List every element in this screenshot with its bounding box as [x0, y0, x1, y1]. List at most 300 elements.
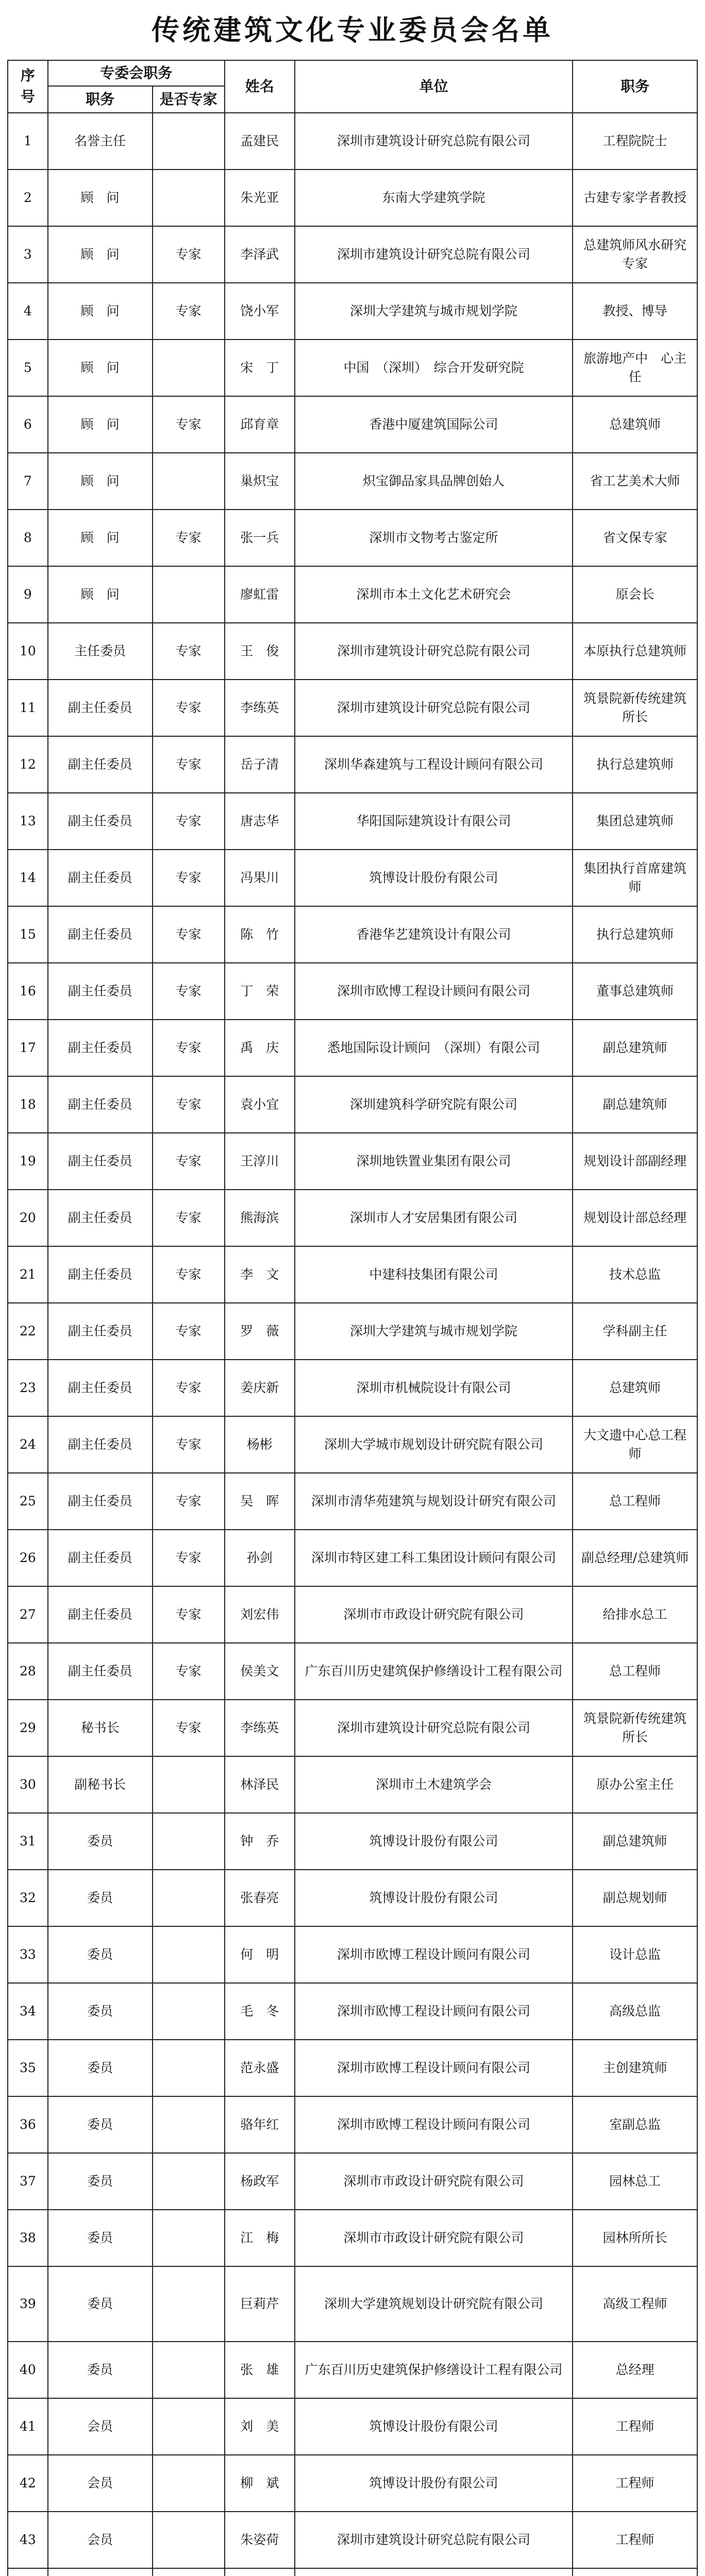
- table-row: [8, 1700, 697, 1756]
- committee-position: 委员: [48, 2040, 153, 2096]
- member-unit: 中国 （深圳） 综合开发研究院: [295, 340, 573, 396]
- member-title: 总建筑师: [573, 396, 697, 453]
- committee-position: 秘书长: [48, 1700, 153, 1756]
- table-row: [8, 623, 697, 680]
- member-unit: 深圳市欧博工程设计顾问有限公司: [295, 2040, 573, 2096]
- expert-flag: 专家: [153, 850, 225, 906]
- table-row: [8, 2040, 697, 2096]
- member-title: 董事总建筑师: [573, 963, 697, 1020]
- member-unit: 深圳市建筑设计研究总院有限公司: [295, 680, 573, 736]
- member-unit: 深圳市机械院设计有限公司: [295, 1360, 573, 1416]
- col-header-expert: 是否专家: [153, 86, 225, 113]
- committee-position: 副主任委员: [48, 1643, 153, 1700]
- member-unit: 筑博设计股份有限公司: [295, 2398, 573, 2455]
- col-header-index: 序号: [8, 60, 48, 113]
- member-unit: 筑博设计股份有限公司: [295, 1813, 573, 1870]
- member-title: 室副总监: [573, 2096, 697, 2153]
- table-row: [8, 1133, 697, 1190]
- member-title: 本原执行总建筑师: [573, 623, 697, 680]
- member-unit: 筑博设计股份有限公司: [295, 1870, 573, 1926]
- row-index: 12: [8, 736, 48, 793]
- expert-flag: 专家: [153, 283, 225, 340]
- expert-flag: 专家: [153, 736, 225, 793]
- committee-position: 顾 问: [48, 510, 153, 566]
- expert-flag: [153, 2568, 225, 2576]
- expert-flag: 专家: [153, 1020, 225, 1076]
- member-title: 筑景院新传统建筑所长: [573, 1700, 697, 1756]
- committee-position: 副主任委员: [48, 680, 153, 736]
- member-name: 姜庆新: [225, 1360, 295, 1416]
- member-title: 副总建筑师: [573, 1813, 697, 1870]
- row-index: 30: [8, 1756, 48, 1813]
- row-index: 9: [8, 566, 48, 623]
- expert-flag: [153, 2153, 225, 2210]
- row-index: 25: [8, 1473, 48, 1530]
- member-unit: 深圳大学建筑与城市规划学院: [295, 283, 573, 340]
- committee-position: 名誉主任: [48, 113, 153, 170]
- member-name: 朱姿荷: [225, 2512, 295, 2568]
- member-name: 王 俊: [225, 623, 295, 680]
- member-unit: 深圳市市政设计研究院有限公司: [295, 1586, 573, 1643]
- committee-position: 副主任委员: [48, 963, 153, 1020]
- member-name: 宋 丁: [225, 340, 295, 396]
- member-name: 侯美文: [225, 1643, 295, 1700]
- member-title: 规划设计部副经理: [573, 1133, 697, 1190]
- committee-position: 会员: [48, 2455, 153, 2512]
- expert-flag: [153, 1756, 225, 1813]
- member-unit: 深圳市建筑设计研究总院有限公司: [295, 1700, 573, 1756]
- expert-flag: 专家: [153, 793, 225, 850]
- member-name: 岳子清: [225, 736, 295, 793]
- member-name: 钟 乔: [225, 1813, 295, 1870]
- expert-flag: [153, 1926, 225, 1983]
- committee-position: 副主任委员: [48, 1360, 153, 1416]
- member-title: 总经理: [573, 2342, 697, 2398]
- table-row: [8, 340, 697, 396]
- expert-flag: 专家: [153, 623, 225, 680]
- expert-flag: [153, 2266, 225, 2342]
- table-row: [8, 1530, 697, 1586]
- expert-flag: [153, 1870, 225, 1926]
- committee-position: 委员: [48, 2342, 153, 2398]
- member-title: 技术总监: [573, 1246, 697, 1303]
- member-unit: 深圳市建筑设计研究总院有限公司: [295, 226, 573, 283]
- expert-flag: [153, 2455, 225, 2512]
- member-name: 朱光亚: [225, 170, 295, 226]
- expert-flag: [153, 2398, 225, 2455]
- header-row: [8, 60, 697, 86]
- table-row: [8, 1076, 697, 1133]
- expert-flag: [153, 1983, 225, 2040]
- expert-flag: [153, 1813, 225, 1870]
- committee-position: 副主任委员: [48, 1530, 153, 1586]
- row-index: 17: [8, 1020, 48, 1076]
- committee-position: 副主任委员: [48, 1416, 153, 1473]
- row-index: 16: [8, 963, 48, 1020]
- table-row: [8, 963, 697, 1020]
- expert-flag: [153, 2512, 225, 2568]
- committee-position: 副主任委员: [48, 736, 153, 793]
- row-index: 20: [8, 1190, 48, 1246]
- page-title: 传统建筑文化专业委员会名单: [152, 13, 553, 46]
- table-row: [8, 453, 697, 510]
- table-row: [8, 1643, 697, 1700]
- member-title: 工程师: [573, 2512, 697, 2568]
- member-unit: 东南大学建筑学院: [295, 170, 573, 226]
- member-title: 原办公室主任: [573, 1756, 697, 1813]
- member-unit: 深圳市市政设计研究院有限公司: [295, 2153, 573, 2210]
- table-row: [8, 1586, 697, 1643]
- row-index: 13: [8, 793, 48, 850]
- table-row: [8, 1870, 697, 1926]
- member-title: 总工程师: [573, 1643, 697, 1700]
- committee-position: 委员: [48, 2266, 153, 2342]
- table-row: [8, 680, 697, 736]
- row-index: 22: [8, 1303, 48, 1360]
- row-index: 18: [8, 1076, 48, 1133]
- member-name: 毛 冬: [225, 1983, 295, 2040]
- table-row: [8, 2153, 697, 2210]
- row-index: 28: [8, 1643, 48, 1700]
- row-index: 37: [8, 2153, 48, 2210]
- table-row: [8, 793, 697, 850]
- member-name: 柳 斌: [225, 2455, 295, 2512]
- committee-position: 副主任委员: [48, 1020, 153, 1076]
- member-unit: 深圳市欧博工程设计顾问有限公司: [295, 1926, 573, 1983]
- table-row: [8, 2266, 697, 2342]
- row-index: 43: [8, 2512, 48, 2568]
- member-unit: 深圳市人才安居集团有限公司: [295, 1190, 573, 1246]
- committee-position: 委员: [48, 1926, 153, 1983]
- member-name: 熊海滨: [225, 1190, 295, 1246]
- committee-position: 委员: [48, 2210, 153, 2266]
- member-title: 园林总工: [573, 2153, 697, 2210]
- row-index: 41: [8, 2398, 48, 2455]
- member-name: [225, 2568, 295, 2576]
- member-unit: 香港中厦建筑国际公司: [295, 396, 573, 453]
- row-index: 2: [8, 170, 48, 226]
- committee-position: 顾 问: [48, 340, 153, 396]
- expert-flag: [153, 170, 225, 226]
- member-name: 林泽民: [225, 1756, 295, 1813]
- col-header-unit: 单位: [295, 60, 573, 113]
- committee-position: 副主任委员: [48, 1303, 153, 1360]
- committee-position: 副主任委员: [48, 1133, 153, 1190]
- member-title: 古建专家学者教授: [573, 170, 697, 226]
- committee-position: 委员: [48, 2153, 153, 2210]
- expert-flag: 专家: [153, 1133, 225, 1190]
- expert-flag: [153, 340, 225, 396]
- member-name: 饶小军: [225, 283, 295, 340]
- expert-flag: 专家: [153, 1586, 225, 1643]
- committee-position: 顾 问: [48, 226, 153, 283]
- member-title: 总建筑师: [573, 1360, 697, 1416]
- table-row: [8, 1473, 697, 1530]
- committee-position: 副主任委员: [48, 1190, 153, 1246]
- expert-flag: 专家: [153, 680, 225, 736]
- member-unit: 深圳市建筑设计研究总院有限公司: [295, 113, 573, 170]
- member-title: 执行总建筑师: [573, 736, 697, 793]
- row-index: 27: [8, 1586, 48, 1643]
- row-index: 21: [8, 1246, 48, 1303]
- expert-flag: 专家: [153, 1190, 225, 1246]
- expert-flag: 专家: [153, 963, 225, 1020]
- col-header-position: 职务: [48, 86, 153, 113]
- row-index: 32: [8, 1870, 48, 1926]
- member-title: 副总经理/总建筑师: [573, 1530, 697, 1586]
- member-name: 巢炽宝: [225, 453, 295, 510]
- member-name: 巨莉芹: [225, 2266, 295, 2342]
- table-row: [8, 396, 697, 453]
- committee-position: 副主任委员: [48, 1076, 153, 1133]
- table-row: [8, 170, 697, 226]
- row-index: 26: [8, 1530, 48, 1586]
- table-row: [8, 1926, 697, 1983]
- member-name: 禹 庆: [225, 1020, 295, 1076]
- row-index: 42: [8, 2455, 48, 2512]
- row-index: 24: [8, 1416, 48, 1473]
- table-row: [8, 2210, 697, 2266]
- member-unit: 深圳市清华苑建筑与规划设计研究有限公司: [295, 1473, 573, 1530]
- member-name: 袁小宜: [225, 1076, 295, 1133]
- row-index: 38: [8, 2210, 48, 2266]
- table-row: [8, 1416, 697, 1473]
- table-row: [8, 2096, 697, 2153]
- row-index: 31: [8, 1813, 48, 1870]
- member-unit: 香港华艺建筑设计有限公司: [295, 906, 573, 963]
- member-name: 张春亮: [225, 1870, 295, 1926]
- expert-flag: 专家: [153, 1303, 225, 1360]
- row-index: [8, 2568, 48, 2576]
- member-unit: 深圳大学建筑规划设计研究院有限公司: [295, 2266, 573, 2342]
- member-name: 冯果川: [225, 850, 295, 906]
- member-title: 学科副主任: [573, 1303, 697, 1360]
- member-title: 工程院院士: [573, 113, 697, 170]
- member-name: 骆年红: [225, 2096, 295, 2153]
- member-title: 主创建筑师: [573, 2040, 697, 2096]
- table-row: [8, 2512, 697, 2568]
- expert-flag: [153, 566, 225, 623]
- table-row: [8, 2568, 697, 2576]
- table-row: [8, 1020, 697, 1076]
- member-name: 刘宏伟: [225, 1586, 295, 1643]
- member-name: 江 梅: [225, 2210, 295, 2266]
- row-index: 11: [8, 680, 48, 736]
- committee-position: 委员: [48, 2096, 153, 2153]
- member-title: 省工艺美术大师: [573, 453, 697, 510]
- member-title: 筑景院新传统建筑所长: [573, 680, 697, 736]
- member-unit: 深圳市本土文化艺术研究会: [295, 566, 573, 623]
- expert-flag: 专家: [153, 396, 225, 453]
- table-row: [8, 736, 697, 793]
- member-title: 副总建筑师: [573, 1020, 697, 1076]
- expert-flag: [153, 2210, 225, 2266]
- committee-position: 会员: [48, 2398, 153, 2455]
- committee-position: 副主任委员: [48, 906, 153, 963]
- table-row: [8, 1190, 697, 1246]
- committee-position: 副主任委员: [48, 1473, 153, 1530]
- member-name: 孟建民: [225, 113, 295, 170]
- table-row: [8, 1756, 697, 1813]
- member-title: 副总规划师: [573, 1870, 697, 1926]
- member-title: 高级总监: [573, 1983, 697, 2040]
- member-name: 唐志华: [225, 793, 295, 850]
- expert-flag: [153, 2342, 225, 2398]
- committee-position: 副秘书长: [48, 1756, 153, 1813]
- expert-flag: 专家: [153, 1530, 225, 1586]
- row-index: 19: [8, 1133, 48, 1190]
- committee-position: 主任委员: [48, 623, 153, 680]
- member-rows: [8, 113, 697, 2576]
- member-unit: 筑博设计股份有限公司: [295, 850, 573, 906]
- member-unit: 深圳市文物考古鉴定所: [295, 510, 573, 566]
- member-title: [573, 2568, 697, 2576]
- expert-flag: 专家: [153, 1416, 225, 1473]
- member-unit: 筑博设计股份有限公司: [295, 2455, 573, 2512]
- member-name: 邱育章: [225, 396, 295, 453]
- member-title: 规划设计部总经理: [573, 1190, 697, 1246]
- expert-flag: 专家: [153, 1473, 225, 1530]
- row-index: 10: [8, 623, 48, 680]
- member-unit: 深圳市欧博工程设计顾问有限公司: [295, 2096, 573, 2153]
- member-unit: 深圳市土木建筑学会: [295, 1756, 573, 1813]
- member-title: 旅游地产中 心主任: [573, 340, 697, 396]
- table-row: [8, 566, 697, 623]
- member-name: 张一兵: [225, 510, 295, 566]
- member-name: 孙剑: [225, 1530, 295, 1586]
- table-row: [8, 906, 697, 963]
- committee-position: 委员: [48, 1983, 153, 2040]
- col-header-name: 姓名: [225, 60, 295, 113]
- member-unit: [295, 2568, 573, 2576]
- col-header-title: 职务: [573, 60, 697, 113]
- member-title: 原会长: [573, 566, 697, 623]
- member-name: 刘 美: [225, 2398, 295, 2455]
- member-unit: 深圳地铁置业集团有限公司: [295, 1133, 573, 1190]
- member-name: 李练英: [225, 1700, 295, 1756]
- member-unit: 深圳市欧博工程设计顾问有限公司: [295, 963, 573, 1020]
- member-name: 何 明: [225, 1926, 295, 1983]
- committee-position: 顾 问: [48, 566, 153, 623]
- row-index: 34: [8, 1983, 48, 2040]
- member-title: 设计总监: [573, 1926, 697, 1983]
- table-row: [8, 510, 697, 566]
- member-table: [7, 60, 698, 2576]
- row-index: 33: [8, 1926, 48, 1983]
- expert-flag: [153, 453, 225, 510]
- table-row: [8, 850, 697, 906]
- row-index: 6: [8, 396, 48, 453]
- member-title: 执行总建筑师: [573, 906, 697, 963]
- row-index: 4: [8, 283, 48, 340]
- committee-position: 顾 问: [48, 283, 153, 340]
- member-name: 丁 荣: [225, 963, 295, 1020]
- member-unit: 深圳建筑科学研究院有限公司: [295, 1076, 573, 1133]
- member-name: 杨政军: [225, 2153, 295, 2210]
- expert-flag: 专家: [153, 1360, 225, 1416]
- row-index: 8: [8, 510, 48, 566]
- member-title: 总工程师: [573, 1473, 697, 1530]
- row-index: 35: [8, 2040, 48, 2096]
- expert-flag: [153, 2096, 225, 2153]
- member-title: 副总建筑师: [573, 1076, 697, 1133]
- member-name: 李泽武: [225, 226, 295, 283]
- member-unit: 深圳市市政设计研究院有限公司: [295, 2210, 573, 2266]
- row-index: 3: [8, 226, 48, 283]
- row-index: 15: [8, 906, 48, 963]
- committee-position: 会员: [48, 2512, 153, 2568]
- row-index: 7: [8, 453, 48, 510]
- row-index: 39: [8, 2266, 48, 2342]
- committee-position: [48, 2568, 153, 2576]
- member-name: 廖虹雷: [225, 566, 295, 623]
- member-name: 范永盛: [225, 2040, 295, 2096]
- table-row: [8, 1813, 697, 1870]
- committee-position: 副主任委员: [48, 793, 153, 850]
- table-row: [8, 1246, 697, 1303]
- member-name: 李 文: [225, 1246, 295, 1303]
- member-title: 工程师: [573, 2455, 697, 2512]
- member-name: 王淳川: [225, 1133, 295, 1190]
- expert-flag: 专家: [153, 1643, 225, 1700]
- row-index: 29: [8, 1700, 48, 1756]
- member-name: 张 雄: [225, 2342, 295, 2398]
- row-index: 23: [8, 1360, 48, 1416]
- member-title: 高级工程师: [573, 2266, 697, 2342]
- expert-flag: 专家: [153, 1700, 225, 1756]
- table-row: [8, 2455, 697, 2512]
- member-unit: 华阳国际建筑设计有限公司: [295, 793, 573, 850]
- committee-position: 委员: [48, 1813, 153, 1870]
- member-name: 吴 晖: [225, 1473, 295, 1530]
- member-unit: 深圳大学建筑与城市规划学院: [295, 1303, 573, 1360]
- table-row: [8, 2342, 697, 2398]
- row-index: 5: [8, 340, 48, 396]
- row-index: 1: [8, 113, 48, 170]
- row-index: 14: [8, 850, 48, 906]
- table-row: [8, 113, 697, 170]
- committee-position: 副主任委员: [48, 1586, 153, 1643]
- member-unit: 深圳华森建筑与工程设计顾问有限公司: [295, 736, 573, 793]
- member-unit: 广东百川历史建筑保护修缮设计工程有限公司: [295, 2342, 573, 2398]
- committee-position: 顾 问: [48, 453, 153, 510]
- table-row: [8, 1303, 697, 1360]
- member-unit: 深圳市特区建工科工集团设计顾问有限公司: [295, 1530, 573, 1586]
- expert-flag: [153, 113, 225, 170]
- member-title: 园林所所长: [573, 2210, 697, 2266]
- committee-position: 副主任委员: [48, 850, 153, 906]
- member-unit: 深圳市建筑设计研究总院有限公司: [295, 623, 573, 680]
- member-title: 省文保专家: [573, 510, 697, 566]
- member-title: 教授、博导: [573, 283, 697, 340]
- table-row: [8, 1360, 697, 1416]
- committee-position: 顾 问: [48, 396, 153, 453]
- expert-flag: 专家: [153, 906, 225, 963]
- member-title: 总建筑师风水研究专家: [573, 226, 697, 283]
- member-title: 大文遗中心总工程师: [573, 1416, 697, 1473]
- row-index: 40: [8, 2342, 48, 2398]
- member-name: 李练英: [225, 680, 295, 736]
- member-unit: 悉地国际设计顾问 （深圳）有限公司: [295, 1020, 573, 1076]
- member-unit: 中建科技集团有限公司: [295, 1246, 573, 1303]
- row-index: 36: [8, 2096, 48, 2153]
- member-name: 罗 薇: [225, 1303, 295, 1360]
- expert-flag: 专家: [153, 1246, 225, 1303]
- member-unit: 深圳市欧博工程设计顾问有限公司: [295, 1983, 573, 2040]
- member-title: 集团执行首席建筑师: [573, 850, 697, 906]
- expert-flag: 专家: [153, 510, 225, 566]
- expert-flag: [153, 2040, 225, 2096]
